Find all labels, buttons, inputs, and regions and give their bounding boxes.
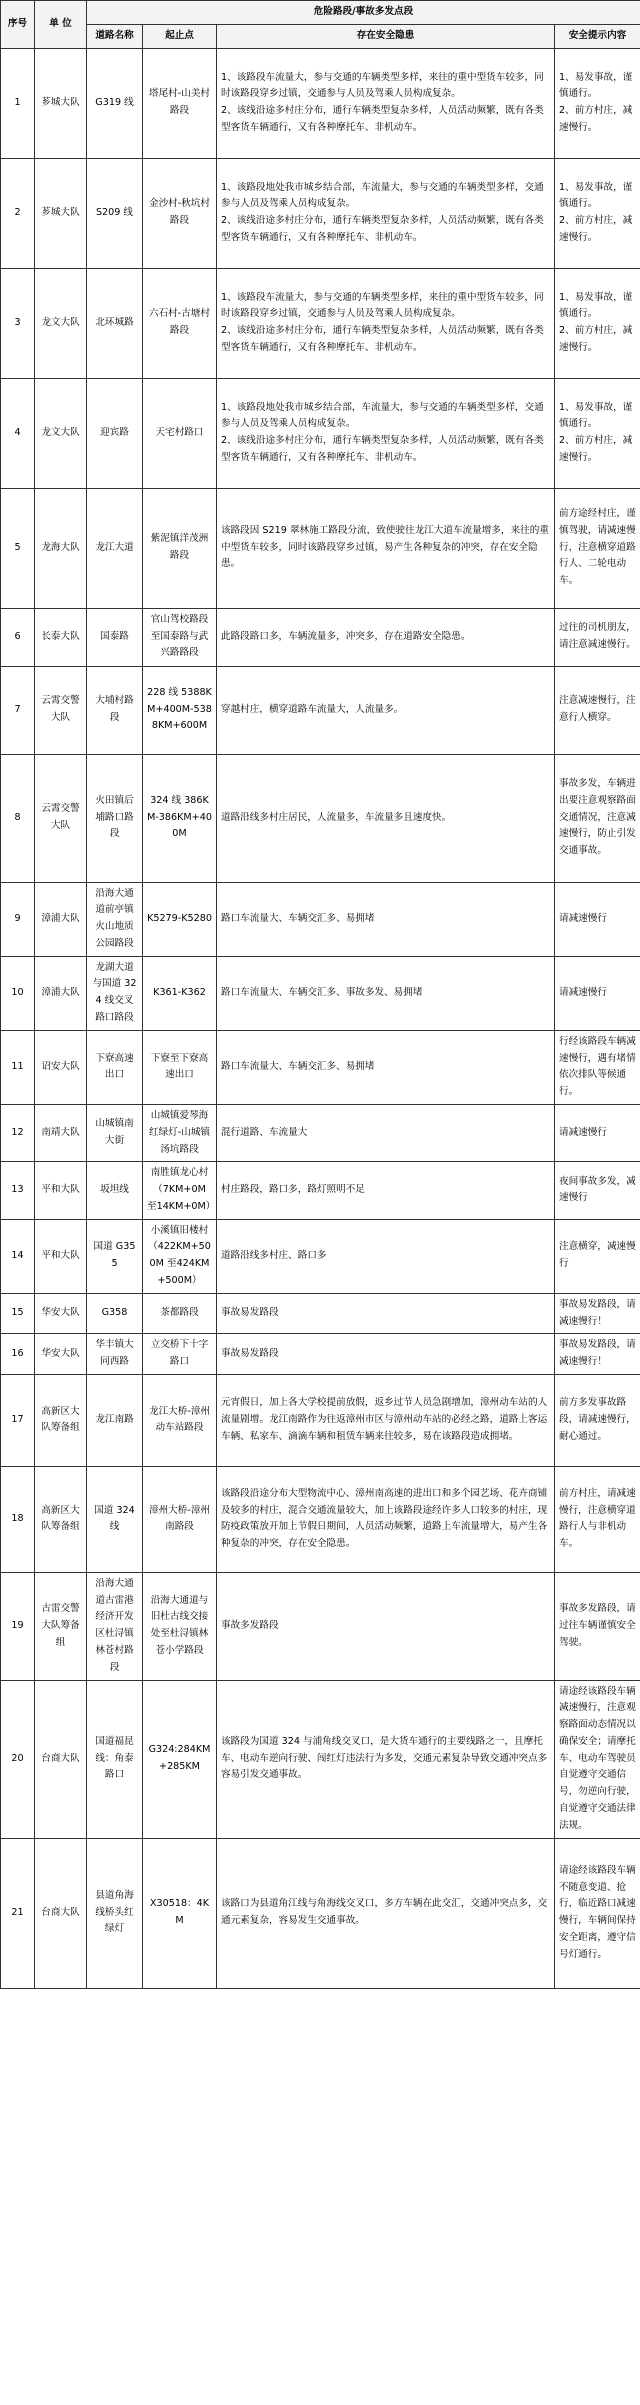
row-road: 沿海大通道古雷港经济开发区杜浔镇林苍村路段 (87, 1572, 143, 1680)
row-no: 11 (1, 1030, 35, 1104)
row-section: G324:284KM+285KM (143, 1680, 217, 1838)
table-row (1, 1466, 640, 1572)
tip-line: 1、易发事故，谨慎通行。 (559, 401, 633, 430)
row-tips (555, 754, 640, 882)
row-section: 塔尾村-山美村路段 (143, 48, 217, 158)
row-section: 漳州大桥-漳州南路段 (143, 1466, 217, 1572)
tip-line: 夜间事故多发，减速慢行 (559, 1175, 636, 1204)
row-road: 国道福昆线：角泰路口 (87, 1680, 143, 1838)
row-road: 国道 G355 (87, 1219, 143, 1293)
table-row (1, 956, 640, 1030)
row-road: 华丰镇大同西路 (87, 1334, 143, 1375)
row-no: 1 (1, 48, 35, 158)
row-section: 小溪镇旧楼村（422KM+500M 至424KM+500M） (143, 1219, 217, 1293)
hazard-line: 该路口为县道角江线与角海线交叉口，多方车辆在此交汇，交通冲突点多，交通元素复杂，容易发生交通事故。 (221, 1898, 548, 1927)
row-unit: 华安大队 (35, 1334, 87, 1375)
row-tips (555, 956, 640, 1030)
row-tips (555, 1374, 640, 1466)
hazard-line: 混行道路、车流量大 (221, 1126, 308, 1138)
tip-line: 事故多发，车辆进出要注意观察路面交通情况，注意减速慢行，防止引发交通事故。 (559, 778, 636, 857)
row-section: 228 线 5388KM+400M-5388KM+600M (143, 666, 217, 754)
row-tips (555, 48, 640, 158)
row-section: 六石村-古塘村路段 (143, 268, 217, 378)
hazard-line: 1、该路段地处我市城乡结合部，车流量大，参与交通的车辆类型多样，交通参与人员及驾乘人员构成复杂。 (221, 181, 544, 210)
tip-line: 前方村庄，请减速慢行，注意横穿道路行人与非机动车。 (559, 1487, 636, 1550)
row-no: 15 (1, 1293, 35, 1334)
row-section: 官山驾校路段至国泰路与武兴路路段 (143, 608, 217, 666)
table-row (1, 1680, 640, 1838)
table-row (1, 1293, 640, 1334)
row-section: 山城镇爱琴海红绿灯-山城镇汤坑路段 (143, 1104, 217, 1161)
row-road: 沿海大通道前亭镇火山地质公园路段 (87, 882, 143, 956)
row-road: 龙江大道 (87, 488, 143, 608)
table-row (1, 882, 640, 956)
row-hazard (217, 1104, 555, 1161)
row-unit: 平和大队 (35, 1162, 87, 1219)
row-no: 18 (1, 1466, 35, 1572)
row-unit: 云霄交警大队 (35, 754, 87, 882)
row-hazard (217, 1219, 555, 1293)
header-hazard: 存在安全隐患 (217, 24, 555, 48)
row-unit: 华安大队 (35, 1293, 87, 1334)
row-unit: 高新区大队筹备组 (35, 1374, 87, 1466)
table-row (1, 268, 640, 378)
tip-line: 请减速慢行 (559, 1126, 607, 1138)
hazard-line: 穿越村庄，横穿道路车流量大，人流量多。 (221, 703, 404, 715)
row-no: 13 (1, 1162, 35, 1219)
tip-line: 请途经该路段车辆减速慢行，注意观察路面动态情况以确保安全；请摩托车、电动车驾驶员自觉遵守交通信号，勿逆向行驶，自觉遵守交通法律法规。 (559, 1685, 636, 1831)
hazard-line: 事故多发路段 (221, 1619, 279, 1631)
row-hazard (217, 488, 555, 608)
table-row (1, 1374, 640, 1466)
row-no: 3 (1, 268, 35, 378)
row-section: 立交桥下十字路口 (143, 1334, 217, 1375)
table-row (1, 1334, 640, 1375)
row-hazard (217, 882, 555, 956)
hazard-line: 2、该线沿途多村庄分布，通行车辆类型复杂多样，人员活动频繁，既有各类型客货车辆通行，又有各种摩托车、非机动车。 (221, 215, 544, 243)
row-tips (555, 882, 640, 956)
hazard-line: 事故易发路段 (221, 1347, 279, 1359)
hazard-line: 道路沿线多村庄居民，人流量多，车流量多且速度快。 (221, 811, 452, 823)
row-unit: 龙海大队 (35, 488, 87, 608)
hazard-line: 该路段为国道 324 与浦角线交叉口，是大货车通行的主要线路之一，且摩托车、电动车逆向行驶、闯红灯违法行为多发，交通元素复杂导致交通冲突点多容易引发交通事故。 (221, 1735, 548, 1781)
header-tips: 安全提示内容 (555, 24, 640, 48)
header-group: 危险路段/事故多发点段 (87, 1, 640, 25)
table-row (1, 1572, 640, 1680)
row-road: 下寮高速出口 (87, 1030, 143, 1104)
row-road: 国泰路 (87, 608, 143, 666)
table-row (1, 48, 640, 158)
row-unit: 芗城大队 (35, 48, 87, 158)
row-road: 山城镇南大街 (87, 1104, 143, 1161)
row-road: 龙湖大道与国道 324 线交叉路口路段 (87, 956, 143, 1030)
row-tips (555, 1219, 640, 1293)
row-section: 金沙村-秋坑村路段 (143, 158, 217, 268)
row-unit: 南靖大队 (35, 1104, 87, 1161)
row-no: 16 (1, 1334, 35, 1375)
hazard-line: 路口车流量大、车辆交汇多、易拥堵 (221, 912, 375, 924)
tip-line: 1、易发事故，谨慎通行。 (559, 291, 633, 320)
tip-line: 请减速慢行 (559, 986, 607, 998)
row-hazard (217, 1162, 555, 1219)
row-no: 10 (1, 956, 35, 1030)
tip-line: 事故易发路段，请减速慢行！ (559, 1298, 636, 1327)
tip-line: 事故易发路段，请减速慢行！ (559, 1339, 636, 1368)
tip-line: 注意减速慢行，注意行人横穿。 (559, 695, 636, 724)
table-row (1, 158, 640, 268)
row-section: 下寮至下寮高速出口 (143, 1030, 217, 1104)
tip-line: 注意横穿，减速慢行 (559, 1241, 636, 1270)
table-row (1, 1162, 640, 1219)
row-section: 南胜镇龙心村（7KM+0M 至14KM+0M） (143, 1162, 217, 1219)
row-road: G319 线 (87, 48, 143, 158)
row-hazard (217, 378, 555, 488)
row-section: 沿海大通道与旧杜古线交接处至杜浔镇林苍小学路段 (143, 1572, 217, 1680)
hazard-line: 2、该线沿途多村庄分布，通行车辆类型复杂多样，人员活动频繁，既有各类型客货车辆通行，又有各种摩托车、非机动车。 (221, 325, 544, 353)
table-row (1, 1030, 640, 1104)
row-tips (555, 666, 640, 754)
row-section: 天宅村路口 (143, 378, 217, 488)
row-hazard (217, 666, 555, 754)
hazard-line: 路口车流量大、车辆交汇多、易拥堵 (221, 1060, 375, 1072)
row-tips (555, 1334, 640, 1375)
row-tips (555, 1293, 640, 1334)
table-row (1, 488, 640, 608)
hazard-line: 1、该路段车流量大，参与交通的车辆类型多样，来往的重中型货车较多，同时该路段穿乡过镇，交通参与人员及驾乘人员构成复杂。 (221, 71, 544, 100)
tip-line: 2、前方村庄，减速慢行。 (559, 435, 633, 463)
hazard-line: 路口车流量大、车辆交汇多、事故多发、易拥堵 (221, 986, 423, 998)
row-tips (555, 1466, 640, 1572)
row-tips (555, 488, 640, 608)
row-no: 9 (1, 882, 35, 956)
row-unit: 云霄交警大队 (35, 666, 87, 754)
row-tips (555, 1030, 640, 1104)
tip-line: 事故多发路段，请过往车辆谨慎安全驾驶。 (559, 1603, 636, 1648)
row-no: 7 (1, 666, 35, 754)
row-road: 龙江南路 (87, 1374, 143, 1466)
row-tips (555, 1104, 640, 1161)
row-hazard (217, 268, 555, 378)
row-unit: 漳浦大队 (35, 956, 87, 1030)
hazard-line: 1、该路段车流量大，参与交通的车辆类型多样，来往的重中型货车较多，同时该路段穿乡过镇，交通参与人员及驾乘人员构成复杂。 (221, 291, 544, 320)
row-road: 火田镇后埔路口路段 (87, 754, 143, 882)
row-unit: 漳浦大队 (35, 882, 87, 956)
row-tips (555, 158, 640, 268)
header-no: 序号 (1, 1, 35, 49)
table-body (1, 48, 640, 1988)
hazard-line: 2、该线沿途多村庄分布，通行车辆类型复杂多样，人员活动频繁，既有各类型客货车辆通行，又有各种摩托车、非机动车。 (221, 435, 544, 463)
row-no: 12 (1, 1104, 35, 1161)
table-row (1, 754, 640, 882)
row-road: 国道 324线 (87, 1466, 143, 1572)
tip-line: 前方多发事故路段，请减速慢行，耐心通过。 (559, 1397, 636, 1442)
row-unit: 长泰大队 (35, 608, 87, 666)
row-no: 17 (1, 1374, 35, 1466)
row-hazard (217, 956, 555, 1030)
row-unit: 平和大队 (35, 1219, 87, 1293)
row-tips (555, 1838, 640, 1988)
table-row (1, 1104, 640, 1161)
row-road: 迎宾路 (87, 378, 143, 488)
tip-line: 2、前方村庄，减速慢行。 (559, 215, 633, 243)
hazard-line: 元宵假日，加上各大学校提前放假，返乡过节人员急剧增加，漳州动车站的人流量剧增。龙江南路作为往返漳州市区与漳州动车站的必经之路，道路上客运车辆、私家车、滴滴车辆和租赁车辆来往较多，易在该路段造成拥堵。 (221, 1397, 548, 1442)
row-no: 20 (1, 1680, 35, 1838)
row-hazard (217, 1030, 555, 1104)
tip-line: 过往的司机朋友，请注意减速慢行。 (559, 622, 636, 651)
row-no: 14 (1, 1219, 35, 1293)
row-no: 19 (1, 1572, 35, 1680)
table-header (1, 1, 640, 49)
row-section: 龙江大桥-漳州动车站路段 (143, 1374, 217, 1466)
row-section: 紫泥镇洋茂洲路段 (143, 488, 217, 608)
table-row (1, 1838, 640, 1988)
tip-line: 请减速慢行 (559, 912, 607, 924)
header-road: 道路名称 (87, 24, 143, 48)
row-tips (555, 608, 640, 666)
hazard-line: 2、该线沿途多村庄分布，通行车辆类型复杂多样，人员活动频繁，既有各类型客货车辆通行，又有各种摩托车、非机动车。 (221, 105, 544, 133)
row-no: 5 (1, 488, 35, 608)
row-tips (555, 1162, 640, 1219)
row-hazard (217, 1838, 555, 1988)
row-hazard (217, 1374, 555, 1466)
row-no: 2 (1, 158, 35, 268)
row-unit: 古雷交警大队筹备组 (35, 1572, 87, 1680)
row-road: S209 线 (87, 158, 143, 268)
row-road: 大埔村路段 (87, 666, 143, 754)
tip-line: 前方途经村庄，谨慎驾驶，请减速慢行，注意横穿道路行人、二轮电动车。 (559, 508, 636, 587)
row-hazard (217, 1293, 555, 1334)
row-unit: 台商大队 (35, 1838, 87, 1988)
row-no: 8 (1, 754, 35, 882)
row-tips (555, 268, 640, 378)
row-section: 茶都路段 (143, 1293, 217, 1334)
row-road: 北环城路 (87, 268, 143, 378)
header-section: 起止点 (143, 24, 217, 48)
row-tips (555, 1680, 640, 1838)
row-section: K5279-K5280 (143, 882, 217, 956)
hazard-line: 1、该路段地处我市城乡结合部，车流量大，参与交通的车辆类型多样，交通参与人员及驾乘人员构成复杂。 (221, 401, 544, 430)
hazard-line: 该路段沿途分布大型物流中心、漳州南高速的进出口和多个园艺场、花卉商铺及较多的村庄，混合交通流量较大，加上该路段途经许多人口较多的村庄，现防疫政策放开加上节假日期间，人员活动频繁，道路上车流量增大，易产生各种复杂的冲突，存在安全隐患。 (221, 1487, 548, 1550)
row-tips (555, 378, 640, 488)
row-road: 坂坦线 (87, 1162, 143, 1219)
header-unit: 单 位 (35, 1, 87, 49)
row-hazard (217, 1466, 555, 1572)
row-section: K361-K362 (143, 956, 217, 1030)
table-row (1, 1219, 640, 1293)
row-hazard (217, 1680, 555, 1838)
table-row (1, 378, 640, 488)
tip-line: 行经该路段车辆减速慢行，遇有堵情依次排队等候通行。 (559, 1035, 636, 1098)
row-tips (555, 1572, 640, 1680)
row-section: 324 线 386KM-386KM+400M (143, 754, 217, 882)
row-hazard (217, 158, 555, 268)
table-row (1, 608, 640, 666)
row-no: 6 (1, 608, 35, 666)
row-road: G358 (87, 1293, 143, 1334)
row-unit: 诏安大队 (35, 1030, 87, 1104)
row-hazard (217, 1334, 555, 1375)
row-no: 4 (1, 378, 35, 488)
row-no: 21 (1, 1838, 35, 1988)
tip-line: 1、易发事故，谨慎通行。 (559, 181, 633, 210)
row-road: 县道角海线桥头红绿灯 (87, 1838, 143, 1988)
table-row (1, 666, 640, 754)
row-unit: 龙文大队 (35, 378, 87, 488)
hazard-line: 道路沿线多村庄、路口多 (221, 1249, 327, 1261)
row-section: X30518：4KM (143, 1838, 217, 1988)
row-hazard (217, 48, 555, 158)
row-hazard (217, 754, 555, 882)
row-hazard (217, 608, 555, 666)
row-unit: 台商大队 (35, 1680, 87, 1838)
row-hazard (217, 1572, 555, 1680)
tip-line: 1、易发事故，谨慎通行。 (559, 71, 633, 100)
hazard-line: 事故易发路段 (221, 1307, 279, 1319)
row-unit: 龙文大队 (35, 268, 87, 378)
tip-line: 请途经该路段车辆不随意变道、抢行，临近路口减速慢行，车辆间保持安全距离，遵守信号灯通行。 (559, 1864, 636, 1960)
row-unit: 高新区大队筹备组 (35, 1466, 87, 1572)
tip-line: 2、前方村庄，减速慢行。 (559, 105, 633, 133)
row-unit: 芗城大队 (35, 158, 87, 268)
hazard-line: 该路段因 S219 翠林施工路段分流，致使驶往龙江大道车流量增多，来往的重中型货车较多，同时该路段穿乡过镇，易产生各种复杂的冲突，存在安全隐患。 (221, 524, 549, 570)
hazard-line: 此路段路口多，车辆流量多，冲突多，存在道路安全隐患。 (221, 630, 471, 642)
hazard-line: 村庄路段，路口多，路灯照明不足 (221, 1184, 365, 1196)
tip-line: 2、前方村庄，减速慢行。 (559, 325, 633, 353)
